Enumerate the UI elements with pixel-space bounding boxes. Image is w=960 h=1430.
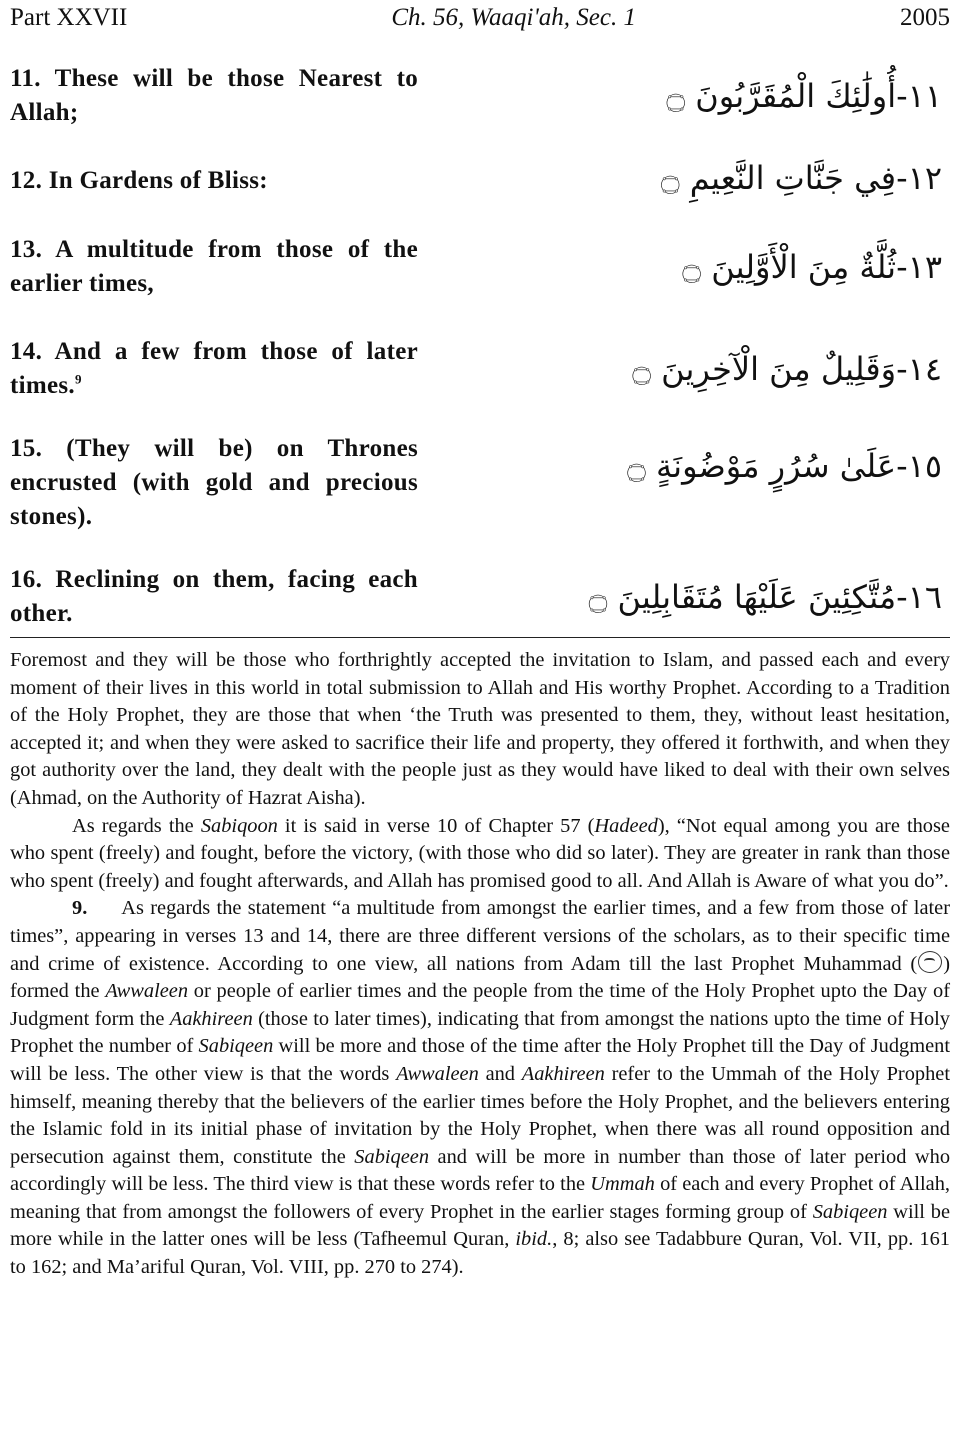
term-awwaleen: Awwaleen: [105, 980, 189, 1003]
verse-translation: 11. These will be those Nearest to Allah;: [10, 65, 418, 126]
text-run: and: [478, 1062, 522, 1085]
text-run: ), “Not equal among you are those who spent (freely) and fought, before the victory, (with those who did so later). They are greater in rank than those who spent (freely) and fought afterwards, and Allah has promised good to all. And Allah is Aware of what you do”.: [10, 814, 950, 892]
verse-arabic: ١٤-وَقَلِيلٌ مِنَ الْآخِرِينَ ۝: [632, 350, 942, 388]
part-label: Part XXVII: [10, 4, 128, 31]
text-run: , 8; also see Tadabbure Quran, Vol. VII, pp. 161 to 162; and Ma’ariful Quran, Vol. VIII, pp. 270 to 274).: [10, 1228, 951, 1279]
text-run: As regards the: [72, 814, 201, 837]
commentary-paragraph-2: [10, 813, 950, 896]
term-sabiqoon: Sabiqoon: [200, 814, 278, 837]
section-divider: [10, 637, 950, 638]
page-header: [10, 0, 950, 36]
text-run: will be more and those of the time after the Holy Prophet till the Day of Judgment will be less. The other view is that the words: [10, 1035, 950, 1085]
commentary-paragraph-1: Foremost and they will be those who forthrightly accepted the invitation to Islam, and passed each and every moment of their lives in this world in total submission to Allah and His worthy Prophet. According to a Tradition of the Holy Prophet, they are those that when ‘the Truth was presented to them, they, without least hesitation, accepted it; and when they were asked to sacrifice their life and property, they offered it forthwith, and when they got authority over the land, they dealt with the people just as they would have liked to deal with their own selves (Ahmad, on the Authority of Hazrat Aisha).: [10, 649, 950, 809]
verse-arabic: ١١-أُولَٰئِكَ الْمُقَرَّبُونَ ۝: [666, 77, 942, 115]
verse-text: 14. And a few from those of later times.: [10, 338, 418, 399]
text-run: of each and every Prophet of Allah, meaning that from amongst the followers of every Prophet in the earlier stages forming group of: [10, 1173, 950, 1223]
text-run: As regards the statement “a multitude from amongst the earlier times, and a few from those of later times”, appearing in verses 13 and 14, there are three different versions of the scholars, as to their specific time and crime of existence. According to one view, all nations from Adam till the last Prophet Muhammad (: [10, 897, 950, 975]
verse-translation: [10, 335, 418, 403]
term-sabiqeen: Sabiqeen: [198, 1035, 274, 1058]
term-awwaleen: Awwaleen: [396, 1062, 479, 1085]
verse-translation: 13. A multitude from those of the earlier times,: [10, 236, 418, 297]
verse-translation: 15. (They will be) on Thrones encrusted (with gold and precious stones).: [10, 435, 418, 530]
verse-translation: 16. Reclining on them, facing each other.: [10, 566, 418, 627]
salutation-icon: [918, 951, 942, 973]
term-hadeed: Hadeed: [594, 814, 658, 837]
term-aakhireen: Aakhireen: [169, 1007, 253, 1030]
text-run: or people of earlier times and the people from the time of the Holy Prophet upto the Day of Judgment form the: [10, 980, 950, 1030]
text-run: will be more while in the latter ones will be less (Tafheemul Quran,: [10, 1200, 950, 1251]
term-ummah: Ummah: [590, 1173, 655, 1196]
verse-translation: 12. In Gardens of Bliss:: [10, 167, 268, 194]
verse-arabic: ١٥-عَلَىٰ سُرُرٍ مَوْضُونَةٍ ۝: [627, 447, 942, 485]
chapter-title: Ch. 56, Waaqi'ah, Sec. 1: [391, 4, 637, 31]
verse-arabic: ١٦-مُتَّكِئِينَ عَلَيْهَا مُتَقَابِلِينَ ۝: [588, 578, 942, 616]
text-run: and will be more in number than those of later period who accordingly will be less. The third view is that these words refer to the: [10, 1145, 951, 1196]
footnote-marker: 9: [74, 371, 82, 387]
text-run: refer to the Ummah of the Holy Prophet himself, meaning thereby that the believers of the earlier times before the Holy Prophet, and the believers entering the Islamic fold in its initial phase of invitation by the Holy Prophet, when there was all round opposition and persecution against them, constitute the: [10, 1062, 951, 1168]
term-sabiqeen: Sabiqeen: [812, 1200, 888, 1223]
term-aakhireen: Aakhireen: [521, 1062, 605, 1085]
text-run: ) formed the: [10, 952, 950, 1003]
page-number: 2005: [899, 4, 950, 31]
verse-arabic: ١٣-ثُلَّةٌ مِنَ الْأَوَّلِينَ ۝: [682, 248, 942, 286]
footnote-number: 9.: [72, 897, 88, 920]
term-ibid: ibid.: [515, 1228, 553, 1251]
footnote-9: [10, 895, 950, 1281]
commentary: [10, 647, 950, 1282]
text-run: it is said in verse 10 of Chapter 57 (: [277, 814, 595, 837]
text-run: (those to later times), indicating that from amongst the nations upto the time of Holy Prophet the number of: [10, 1007, 951, 1058]
term-sabiqeen: Sabiqeen: [354, 1145, 430, 1168]
verse-arabic: ١٢-فِي جَنَّاتِ النَّعِيمِ ۝: [660, 159, 942, 197]
